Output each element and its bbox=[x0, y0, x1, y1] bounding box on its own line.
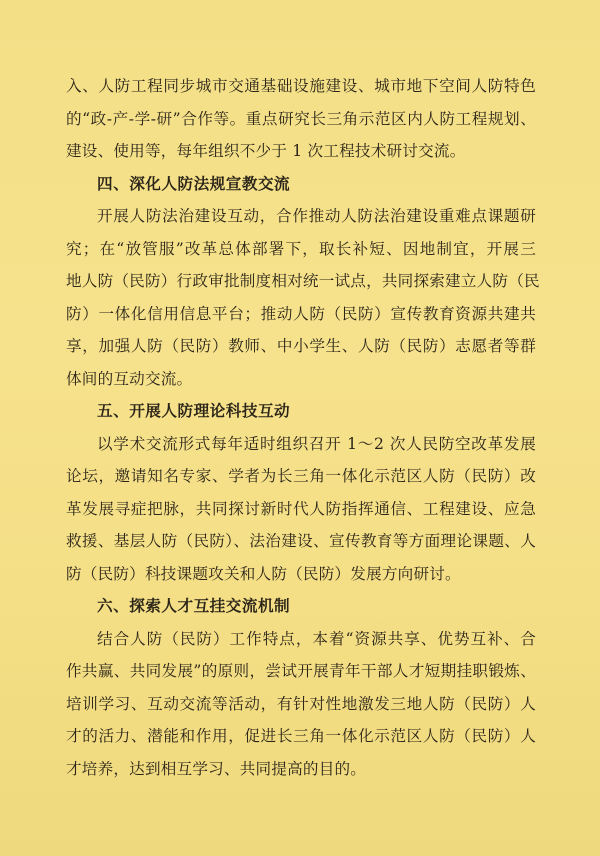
section-heading: 六、探索人才互挂交流机制 bbox=[97, 597, 291, 615]
section-4 bbox=[66, 168, 540, 396]
paragraph-line: 建设、使用等，每年组织不少于 1 次工程技术研讨交流。 bbox=[66, 142, 466, 160]
section-heading: 四、深化人防法规宣教交流 bbox=[97, 174, 291, 193]
paragraph-line: 才培养，达到相互学习、共同提高的目的。 bbox=[66, 759, 367, 778]
section-heading: 五、开展人防理论科技互动 bbox=[97, 402, 291, 420]
paragraph-line: 论坛，邀请知名专家、学者为长三角一体化示范区人防（民防）改 bbox=[66, 467, 536, 485]
paragraph-line: 作共赢、共同发展”的原则，尝试开展青年干部人才短期挂职锻炼、 bbox=[66, 662, 536, 680]
paragraph-line: 的“政-产-学-研”合作等。重点研究长三角示范区内人防工程规划、 bbox=[66, 109, 536, 128]
paragraph-line: 才的活力、潜能和作用，促进长三角一体化示范区人防（民防）人 bbox=[66, 727, 536, 745]
paragraph-line: 体间的互动交流。 bbox=[66, 369, 193, 388]
paragraph-line: 入、人防工程同步城市交通基础设施建设、城市地下空间人防特色 bbox=[66, 77, 536, 95]
paragraph-line: 防（民防）科技课题攻关和人防（民防）发展方向研讨。 bbox=[66, 564, 461, 583]
paragraph-line: 享，加强人防（民防）教师、中小学生、人防（民防）志愿者等群 bbox=[66, 337, 536, 355]
paragraph-line: 究；在“放管服”改革总体部署下，取长补短、因地制宜，开展三 bbox=[66, 239, 536, 258]
paragraph-line: 救援、基层人防（民防）、法治建设、宣传教育等方面理论课题、人 bbox=[66, 532, 536, 550]
section-5 bbox=[66, 395, 536, 590]
paragraph-line: 以学术交流形式每年适时组织召开 1～2 次人民防空改革发展 bbox=[97, 434, 536, 453]
section-6 bbox=[66, 590, 536, 785]
paragraph-line: 结合人防（民防）工作特点，本着“资源共享、优势互补、合 bbox=[97, 629, 536, 648]
paragraph-line: 革发展寻症把脉，共同探讨新时代人防指挥通信、工程建设、应急 bbox=[66, 499, 536, 518]
paragraph-line: 培训学习、互动交流等活动，有针对性地激发三地人防（民防）人 bbox=[66, 694, 536, 713]
paragraph-line: 开展人防法治建设互动，合作推动人防法治建设重难点课题研 bbox=[97, 207, 536, 225]
document-body bbox=[66, 70, 540, 785]
section-3-tail bbox=[66, 70, 536, 168]
paragraph-line: 防）一体化信用信息平台；推动人防（民防）宣传教育资源共建共 bbox=[66, 304, 536, 323]
paragraph-line: 地人防（民防）行政审批制度相对统一试点，共同探索建立人防（民 bbox=[66, 272, 540, 290]
